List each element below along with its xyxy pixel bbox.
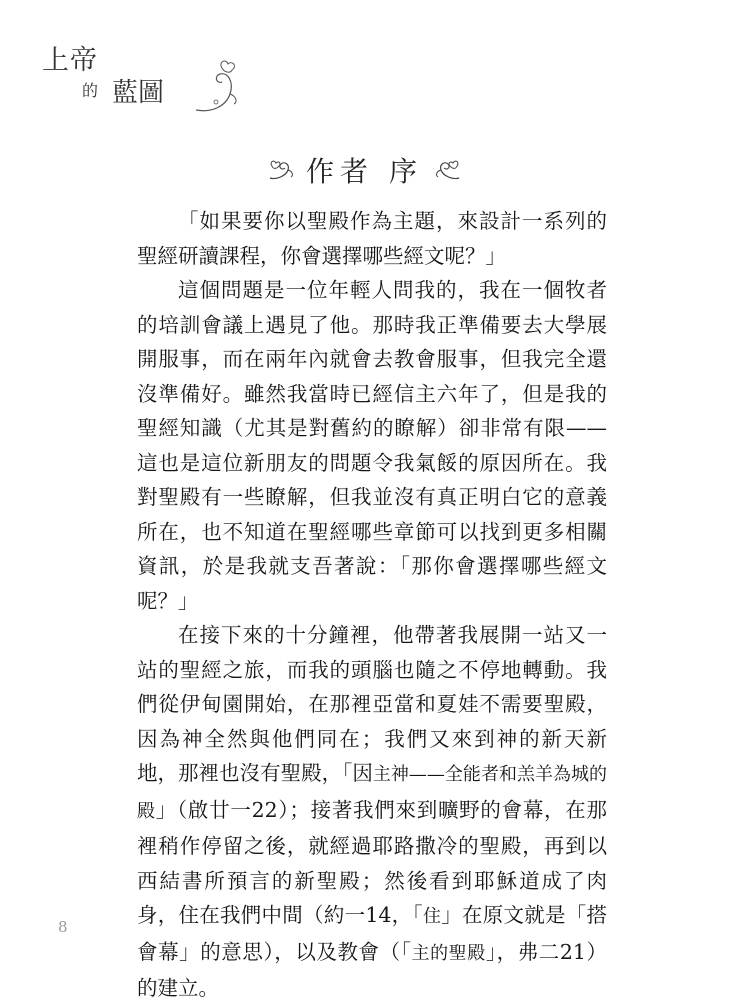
paragraph-3 bbox=[137, 618, 607, 1006]
body-text bbox=[137, 204, 607, 1006]
scripture-quote-3: 搭會幕 bbox=[137, 903, 608, 964]
scripture-quote-1: 主神——全能者和羔羊為城的殿 bbox=[137, 764, 608, 822]
chapter-heading bbox=[0, 150, 729, 190]
paragraph-3-part-a: 在接下來的十分鐘裡，他帶著我展開一站又一站的聖經之旅，而我的頭腦也隨之不停地轉動。我們從伊甸園開始，在那裡亞當和夏娃不需要聖殿，因為神全然與他們同在；我們又來到神的新天新地，那裡也沒有聖殿，「因 bbox=[137, 623, 607, 785]
paragraph-3-part-e: 」，弗二21）的建立。 bbox=[137, 939, 608, 1000]
header-title-line1: 上帝 bbox=[42, 45, 98, 76]
scripture-quote-4: 主的聖殿 bbox=[411, 942, 486, 964]
paragraph-3-part-c: 」在原文就是「 bbox=[441, 903, 587, 927]
paragraph-1: 「如果要你以聖殿作為主題，來設計一系列的聖經研讀課程，你會選擇哪些經文呢？」 bbox=[137, 209, 607, 268]
header-title-line2: 藍圖 bbox=[112, 78, 165, 108]
page-number: 8 bbox=[58, 918, 68, 936]
right-ornament-icon bbox=[433, 158, 463, 182]
paragraph-2: 這個問題是一位年輕人問我的，我在一個牧者的培訓會議上遇見了他。那時我正準備要去大學展開服事，而在兩年內就會去教會服事，但我完全還沒準備好。雖然我當時已經信主六年了，但是我的聖經知識（尤其是對舊約的瞭解）卻非常有限——這也是這位新朋友的問題令我氣餒的原因所在。我對聖殿有一些瞭解，但我並沒有真正明白它的意義所在，也不知道在聖經哪些章節可以找到更多相關資訊，於是我就支吾著說：「那你會選擇哪些經文呢？」 bbox=[137, 278, 607, 613]
header-title-de: 的 bbox=[82, 81, 99, 100]
chapter-title: 作者 序 bbox=[306, 155, 423, 188]
paragraph-3-part-b: 」（啟廿一22）；接著我們來到曠野的會幕，在那裡稍作停留之後，就經過耶路撒冷的聖殿，再到以西結書所預言的新聖殿；然後看到耶穌道成了肉身，住在我們中間（約一14，「 bbox=[137, 797, 608, 927]
left-ornament-icon bbox=[266, 158, 296, 182]
vine-flourish-icon bbox=[192, 58, 242, 118]
paragraph-3-part-d: 」的意思），以及教會（「 bbox=[179, 939, 412, 964]
scripture-quote-2: 住 bbox=[422, 906, 442, 927]
